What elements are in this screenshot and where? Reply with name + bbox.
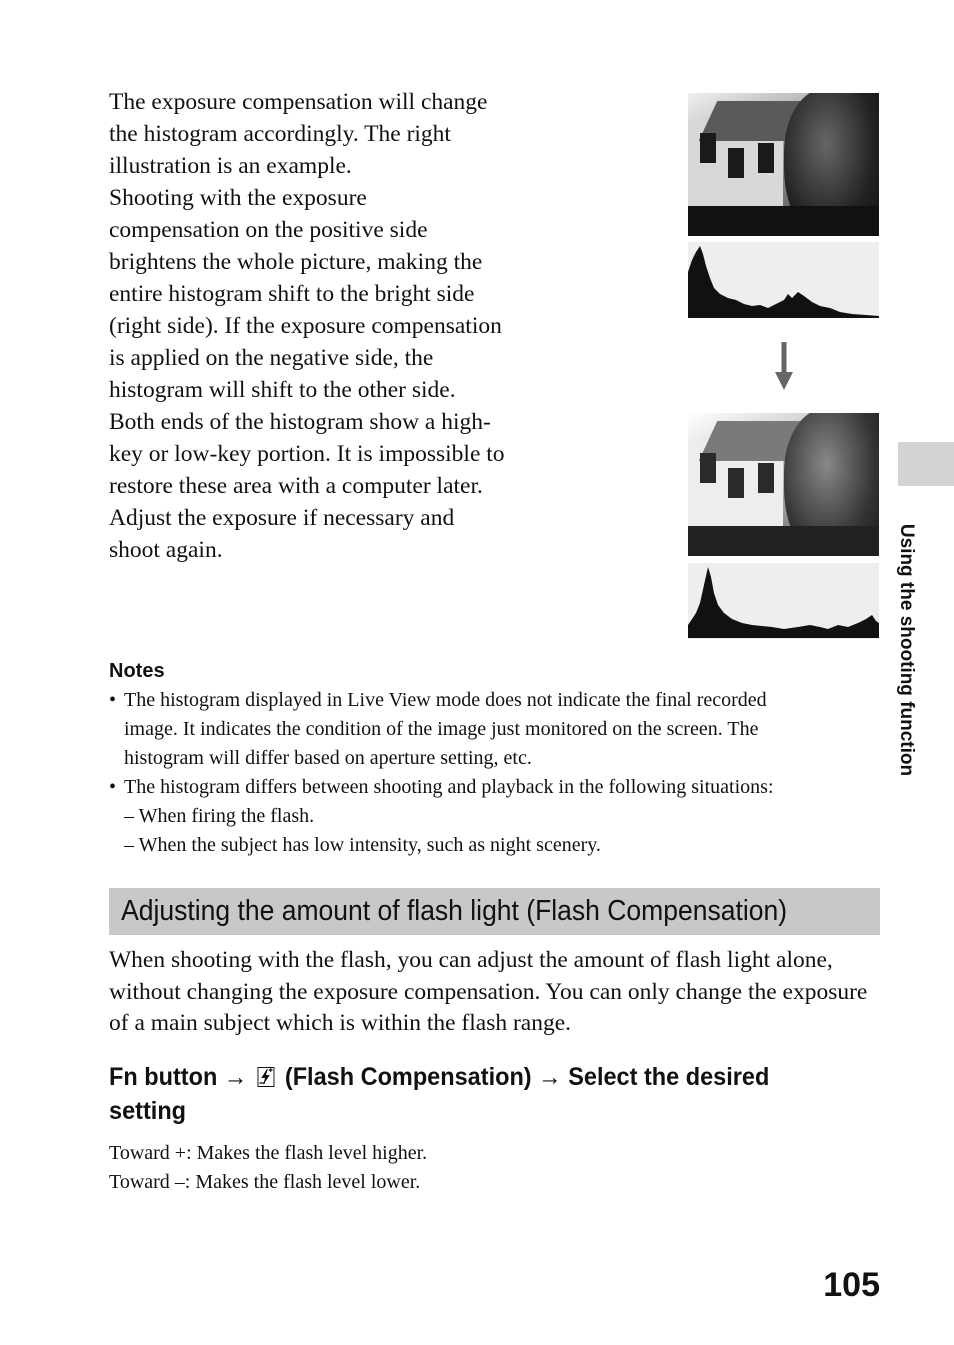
histogram-graph: [688, 242, 879, 318]
procedure-select-setting: Select the desired setting: [109, 1063, 770, 1125]
setting-options: [109, 1139, 427, 1197]
note-line: histogram will differ based on aperture setting, etc.: [124, 747, 532, 769]
window-shape: [700, 133, 716, 163]
example-photo-after: [688, 413, 879, 556]
side-tab-text: Using the shooting function: [896, 523, 917, 777]
window-shape: [700, 453, 716, 483]
section-heading: Adjusting the amount of flash light (Flash Compensation): [121, 895, 788, 927]
intro-line: Both ends of the histogram show a high-: [109, 409, 491, 435]
note-item: [109, 686, 869, 773]
histogram-before: [688, 242, 879, 318]
intro-line: is applied on the negative side, the: [109, 345, 434, 371]
flash-compensation-icon: [258, 1067, 275, 1087]
procedure-fn-button: Fn button: [109, 1063, 218, 1091]
histogram-graph: [688, 563, 879, 638]
notes-list: [109, 686, 869, 860]
intro-line: Shooting with the exposure: [109, 185, 367, 211]
intro-line: shoot again.: [109, 537, 223, 563]
note-line: image. It indicates the condition of the image just monitored on the screen. The: [124, 718, 759, 740]
window-shape: [728, 468, 744, 498]
intro-line: The exposure compensation will change: [109, 89, 488, 115]
option-item: Toward +: Makes the flash level higher.: [109, 1142, 428, 1164]
notes-heading: Notes: [109, 660, 165, 682]
histogram-after: [688, 563, 879, 639]
option-item: Toward –: Makes the flash level lower.: [109, 1171, 421, 1193]
procedure-arrow: →: [223, 1063, 248, 1091]
arrow-down-icon: [775, 342, 793, 390]
note-sub-item: – When firing the flash.: [124, 805, 315, 827]
note-sub-item: – When the subject has low intensity, such as night scenery.: [124, 834, 601, 856]
intro-paragraph: [109, 86, 549, 566]
page-number: 105: [823, 1266, 880, 1304]
intro-line: restore these area with a computer later.: [109, 473, 483, 499]
intro-line: compensation on the positive side: [109, 217, 428, 243]
side-tab-marker: [898, 442, 954, 486]
procedure-flash-compensation: (Flash Compensation): [284, 1063, 532, 1091]
window-shape: [758, 143, 774, 173]
example-photo-before: [688, 93, 879, 236]
intro-line: histogram will shift to the other side.: [109, 377, 456, 403]
procedure-heading: [109, 1060, 833, 1128]
note-item: [109, 773, 869, 860]
ground-shape: [688, 526, 879, 556]
intro-line: brightens the whole picture, making the: [109, 249, 483, 275]
intro-line: the histogram accordingly. The right: [109, 121, 451, 147]
note-sub-list: [124, 802, 869, 860]
window-shape: [728, 148, 744, 178]
window-shape: [758, 463, 774, 493]
section-paragraph: When shooting with the flash, you can adjust the amount of flash light alone, without changing the exposure compensation. You can only change the exposure of a main subject which is within the flash range.: [109, 947, 868, 1036]
procedure-arrow: →: [538, 1063, 562, 1091]
intro-line: (right side). If the exposure compensation: [109, 313, 502, 339]
note-line: The histogram displayed in Live View mode does not indicate the final recorded: [124, 689, 767, 711]
intro-line: illustration is an example.: [109, 153, 352, 179]
intro-line: entire histogram shift to the bright side: [109, 281, 475, 307]
note-line: The histogram differs between shooting and playback in the following situations:: [124, 776, 774, 798]
section-heading-bar: [109, 888, 880, 935]
intro-line: Adjust the exposure if necessary and: [109, 505, 455, 531]
ground-shape: [688, 206, 879, 236]
intro-line: key or low-key portion. It is impossible to: [109, 441, 505, 467]
